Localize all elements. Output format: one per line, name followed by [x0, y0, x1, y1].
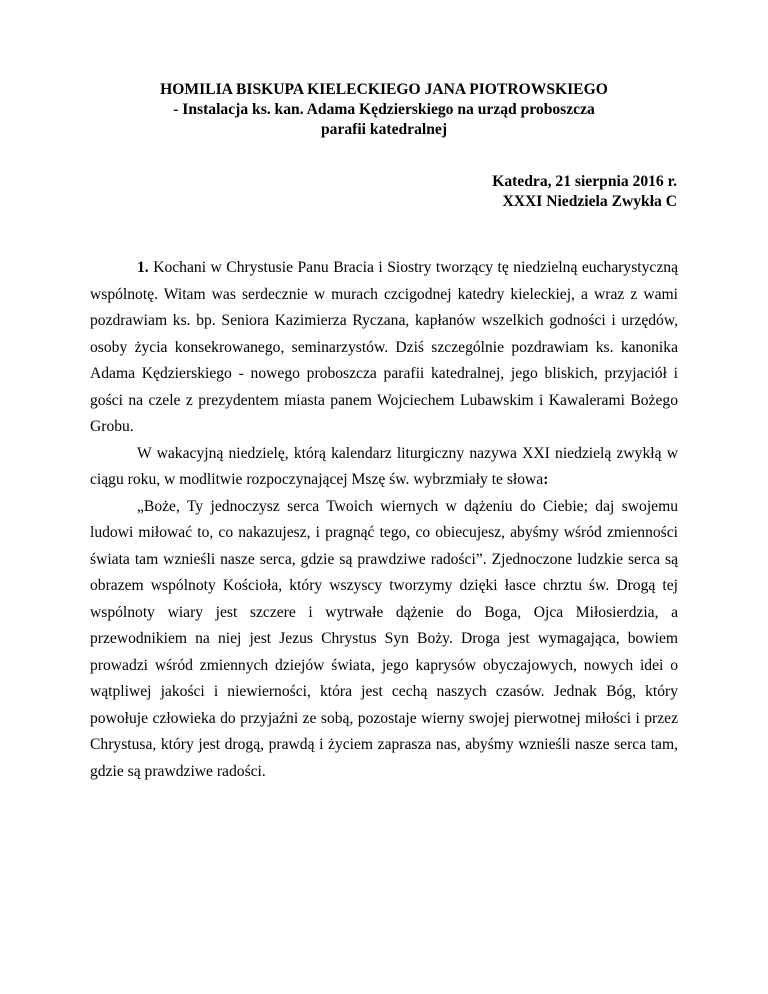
place-date: Katedra, 21 sierpnia 2016 r.: [492, 173, 677, 190]
paragraph-1: [90, 255, 678, 441]
title-line-2: - Instalacja ks. kan. Adama Kędzierskiego na urząd proboszcza: [173, 101, 595, 118]
homily-body: [90, 255, 678, 785]
paragraph-2-colon: :: [543, 471, 549, 488]
liturgical-sunday: XXXI Niedziela Zwykła C: [502, 193, 677, 210]
paragraph-number: 1.: [137, 259, 149, 276]
paragraph-3-text: „Boże, Ty jednoczysz serca Twoich wiernych w dążeniu do Ciebie; daj swojemu ludowi miłować to, co nakazujesz, i pragnąć tego, co obiecujesz, abyśmy wśród zmienności świata tam wznieśli nasze serca, gdzie są prawdziwe radości”. Zjednoczone ludzkie serca są obrazem wspólnoty Kościoła, który wszyscy tworzymy dzięki łasce chrztu św. Drogą tej wspólnoty wiary jest szczere i wytrwałe dążenie do Boga, Ojca Miłosierdzia, a przewodnikiem na niej jest Jezus Chrystus Syn Boży. Droga jest wymagająca, bowiem prowadzi wśród zmiennych dziejów świata, jego kaprysów obyczajowych, nowych idei o wątpliwej jakości i niewierności, która jest cechą naszych czasów. Jednak Bóg, który powołuje człowieka do przyjaźni ze sobą, pozostaje wierny swojej pierwotnej miłości i przez Chrystusa, który jest drogą, prawdą i życiem zaprasza nas, abyśmy wznieśli nasze serca tam, gdzie są prawdziwe radości.: [90, 497, 678, 780]
paragraph-2: [90, 441, 678, 494]
place-date-block: [492, 172, 677, 212]
document-title: [90, 80, 678, 140]
paragraph-1-text: Kochani w Chrystusie Panu Bracia i Siostry tworzący tę niedzielną eucharystyczną wspólnotę. Witam was serdecznie w murach czcigodnej katedry kieleckiej, a wraz z wami pozdrawiam ks. bp. Seniora Kazimierza Ryczana, kapłanów wszelkich godności i urzędów, osoby życia konsekrowanego, seminarzystów. Dziś szczególnie pozdrawiam ks. kanonika Adama Kędzierskiego - nowego proboszcza parafii katedralnej, jego bliskich, przyjaciół i gości na czele z prezydentem miasta panem Wojciechem Lubawskim i Kawalerami Bożego Grobu.: [90, 259, 678, 435]
title-line-1: HOMILIA BISKUPA KIELECKIEGO JANA PIOTROWSKIEGO: [160, 81, 608, 98]
paragraph-3: [90, 494, 678, 786]
paragraph-2-text: W wakacyjną niedzielę, którą kalendarz liturgiczny nazywa XXI niedzielą zwykłą w ciągu roku, w modlitwie rozpoczynającej Mszę św. wybrzmiały te słowa: [90, 444, 678, 488]
title-line-3: parafii katedralnej: [320, 121, 448, 138]
